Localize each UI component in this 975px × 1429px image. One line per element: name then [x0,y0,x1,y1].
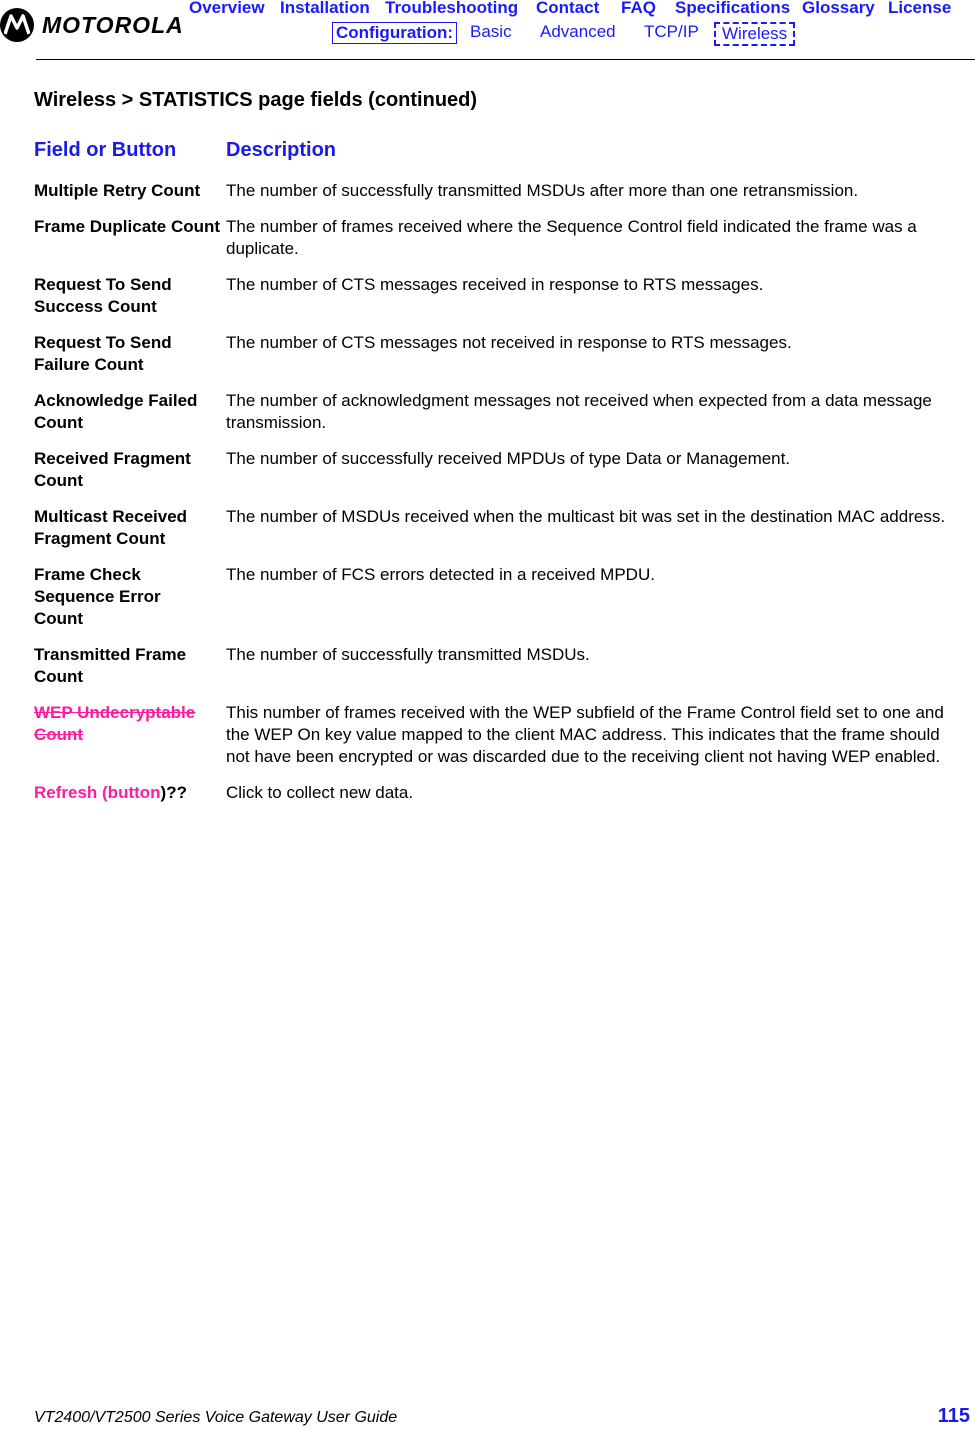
table-row [34,390,954,434]
nav-overview[interactable]: Overview [189,0,265,17]
header-divider [36,59,975,60]
nav-glossary[interactable]: Glossary [802,0,875,17]
table-row [34,702,954,768]
field-description: The number of successfully transmitted MSDUs after more than one retransmission. [226,181,859,200]
field-name: Multicast Received Fragment Count [34,507,188,548]
field-name: Multiple Retry Count [34,181,201,200]
nav-tcpip[interactable]: TCP/IP [644,22,699,41]
field-description: The number of successfully received MPDUs of type Data or Management. [226,449,791,468]
nav-basic[interactable]: Basic [470,22,512,41]
field-description: The number of acknowledgment messages not received when expected from a data message transmission. [226,391,932,432]
table-row [34,448,954,492]
field-name: Request To Send Failure Count [34,333,172,374]
nav-configuration[interactable]: Configuration: [332,22,457,44]
field-description: The number of successfully transmitted MSDUs. [226,645,590,664]
nav-advanced[interactable]: Advanced [540,22,616,41]
table-row [34,332,954,376]
table-row [34,564,954,630]
field-description: Click to collect new data. [226,783,414,802]
nav-installation[interactable]: Installation [280,0,370,17]
table-row [34,216,954,260]
refresh-field-label: Refresh (button [34,783,161,802]
field-name: Acknowledge Failed Count [34,391,198,432]
field-name: Frame Check Sequence Error Count [34,565,161,628]
field-name-refresh [34,782,226,804]
field-name: Transmitted Frame Count [34,645,187,686]
footer-doc-title: VT2400/VT2500 Series Voice Gateway User Guide [34,1409,398,1426]
table-row [34,782,954,804]
field-description: The number of CTS messages received in response to RTS messages. [226,275,764,294]
field-description: This number of frames received with the WEP subfield of the Frame Control field set to one and the WEP On key value mapped to the client MAC address. This indicates that the frame should not have been encrypted or was discarded due to the receiving client not having WEP enabled. [226,703,944,766]
page-heading: Wireless > STATISTICS page fields (continued) [34,89,478,111]
field-description: The number of FCS errors detected in a received MPDU. [226,565,655,584]
table-row [34,180,954,202]
field-name: Frame Duplicate Count [34,217,221,236]
fields-table [34,180,954,818]
nav-troubleshooting[interactable]: Troubleshooting [385,0,519,17]
motorola-logo [0,5,184,45]
table-row [34,506,954,550]
table-row [34,274,954,318]
nav-faq[interactable]: FAQ [621,0,656,17]
page-number: 115 [937,1405,970,1427]
nav-wireless[interactable]: Wireless [714,22,795,46]
column-header-description: Description [226,139,337,161]
refresh-field-query: )?? [160,783,187,802]
nav-license[interactable]: License [888,0,952,17]
column-header-field: Field or Button [34,139,177,161]
table-row [34,644,954,688]
field-name: Request To Send Success Count [34,275,172,316]
field-name-deleted: WEP Undecryptable Count [34,703,196,744]
field-description: The number of CTS messages not received in response to RTS messages. [226,333,792,352]
nav-specifications[interactable]: Specifications [675,0,791,17]
logo-wordmark: MOTOROLA [42,11,184,38]
field-name: Received Fragment Count [34,449,191,490]
field-description: The number of frames received where the Sequence Control field indicated the frame was a duplicate. [226,217,917,258]
motorola-batwing-icon [0,8,34,42]
field-description: The number of MSDUs received when the multicast bit was set in the destination MAC address. [226,507,946,526]
nav-contact[interactable]: Contact [536,0,600,17]
